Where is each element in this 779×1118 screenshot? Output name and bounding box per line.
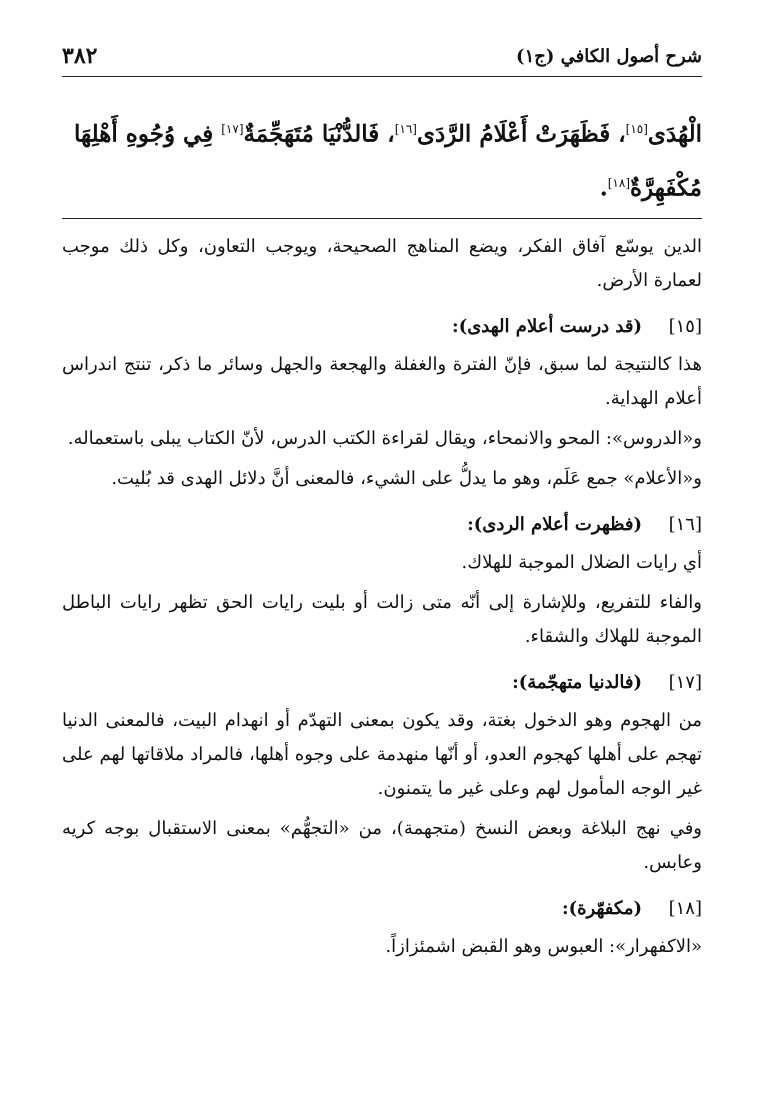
note-paragraph: و«الأعلام» جمع عَلَم، وهو ما يدلُّ على الشيء، فالمعنى أنَّ دلائل الهدى قد بُليت. — [111, 468, 702, 489]
note-paragraph: والفاء للتفريع، وللإشارة إلى أنّه متى زالت أو بليت رايات الحق تظهر رايات الباطل الموجبة للهلاك والشقاء. — [62, 592, 702, 647]
note-15 — [62, 310, 702, 496]
note-17 — [62, 666, 702, 880]
note-heading — [62, 892, 702, 926]
verse-segment: ، فَالدُّنْيَا مُتَهَجِّمَةٌ — [243, 120, 395, 148]
note-paragraph: و«الدروس»: المحو والانمحاء، ويقال لقراءة الكتب الدرس، لأنّ الكتاب يبلى باستعماله. — [67, 428, 702, 449]
note-18 — [62, 892, 702, 964]
footnote-ref: [١٨] — [607, 175, 630, 190]
note-title: (قد درست أعلام الهدى): — [452, 316, 642, 337]
verse-segment: الْهُدَى — [647, 120, 702, 148]
intro-paragraph: الدين يوسّع آفاق الفكر، ويضع المناهج الصحيحة، ويوجب التعاون، وكل ذلك موجب لعمارة الأرض. — [62, 236, 702, 291]
note-title: (فظهرت أعلام الردى): — [467, 514, 642, 535]
note-paragraph: من الهجوم وهو الدخول بغتة، وقد يكون بمعنى التهدّم أو انهدام البيت، فالمعنى الدنيا تهجم على أهلها كهجوم العدو، أو أنّها منهدمة على وجوه أهلها، فالمراد ملاقاتها لهم على غير الوجه المأمول لهم وعلى غير ما يتمنون. — [62, 710, 702, 799]
page-number: ٣٨٢ — [62, 43, 98, 69]
running-head — [62, 38, 702, 74]
note-number: [١٥] — [668, 316, 702, 337]
note-number: [١٦] — [668, 514, 702, 535]
note-16 — [62, 508, 702, 654]
note-paragraph: هذا كالنتيجة لما سبق، فإنّ الفترة والغفلة والهجعة والجهل وسائر ما ذكر، تنتج اندراس أعلام الهداية. — [62, 354, 702, 409]
header-divider — [62, 76, 702, 77]
note-heading — [62, 666, 702, 700]
note-number: [١٧] — [668, 672, 702, 693]
note-heading — [62, 310, 702, 344]
note-title: (فالدنيا متهجّمة): — [512, 672, 642, 693]
note-paragraph: «الاكفهرار»: العبوس وهو القبض اشمئزازاً. — [385, 936, 702, 957]
quoted-text — [62, 105, 702, 212]
note-number: [١٨] — [668, 898, 702, 919]
book-title: شرح أصول الكافي (ج١) — [516, 45, 702, 67]
note-title: (مكفهّرة): — [561, 898, 642, 919]
note-heading — [62, 508, 702, 542]
verse-segment: ، فَظَهَرَتْ أَعْلَامُ الرَّدَى — [416, 120, 626, 148]
commentary — [62, 230, 702, 970]
note-paragraph: وفي نهج البلاغة وبعض النسخ (متجهمة)، من «التجهُّم» بمعنى الاستقبال بوجه كريه وعابس. — [62, 818, 702, 873]
section-divider — [62, 218, 702, 219]
verse-segment: فِي وُجُوهِ أَهْلِهَا مُكْفَهِرَّةٌ — [74, 120, 702, 202]
footnote-ref: [١٥] — [625, 122, 648, 136]
footnote-ref: [١٧] — [221, 122, 244, 136]
footnote-ref: [١٦] — [394, 122, 417, 136]
verse-segment: . — [599, 174, 608, 202]
note-paragraph: أي رايات الضلال الموجبة للهلاك. — [461, 552, 702, 573]
